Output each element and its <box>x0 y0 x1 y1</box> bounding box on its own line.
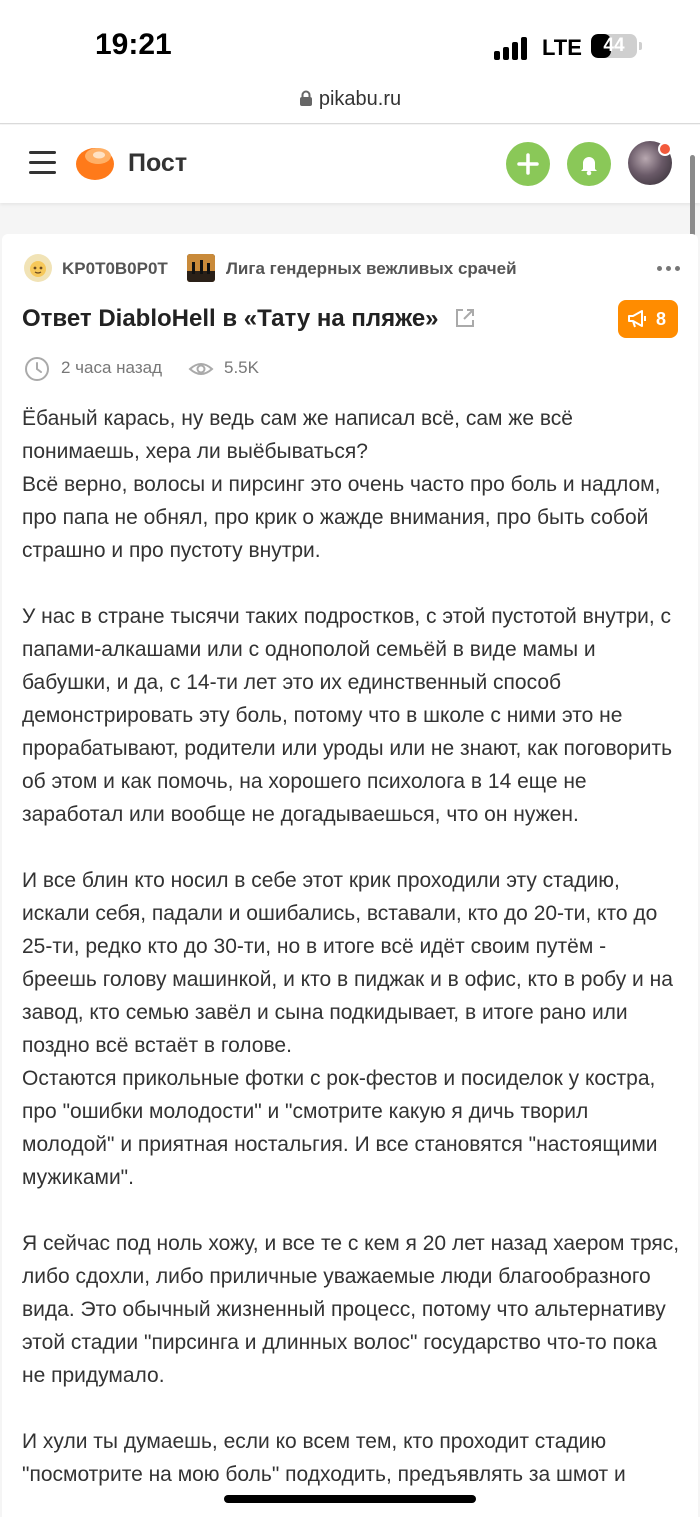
post-paragraph: И хули ты думаешь, если ко всем тем, кто проходит стадию "посмотрите на мою боль" подходить, предъявлять за шмот и <box>22 1430 626 1486</box>
url-text: pikabu.ru <box>318 88 402 110</box>
eye-icon <box>188 358 214 380</box>
home-indicator[interactable] <box>224 1495 476 1503</box>
battery-tip <box>639 42 642 50</box>
community-image <box>187 254 215 282</box>
community-name[interactable]: Лига гендерных вежливых срачей <box>226 259 517 278</box>
post-paragraph: Я сейчас под ноль хожу, и все те с кем я 20 лет назад хаером тряс, либо сдохли, либо приличные уважаемые люди благообразного вида. Это обычный жизненный процесс, потому что альтернативу этой стадии "пирсинга и длинных волос" государство что-то пока не придумало. <box>22 1232 680 1387</box>
notifications-button[interactable] <box>567 142 611 186</box>
more-options-icon[interactable] <box>657 266 681 272</box>
lock-icon <box>299 90 313 107</box>
bell-icon <box>567 142 611 186</box>
author-name[interactable]: KP0T0B0P0T <box>62 259 168 278</box>
post-card <box>2 234 698 1517</box>
post-paragraph: Всё верно, волосы и пирсинг это очень часто про боль и надлом, про папа не обнял, про крик о жажде внимания, про быть собой страшно и про пустоту внутри. <box>22 473 661 562</box>
menu-icon[interactable] <box>29 151 56 175</box>
clock-icon <box>24 356 50 382</box>
views-count: 5.5K <box>224 358 259 377</box>
notification-dot <box>658 142 672 156</box>
add-post-button[interactable] <box>506 142 550 186</box>
megaphone-icon <box>627 309 649 329</box>
logo-icon[interactable] <box>74 142 116 182</box>
battery-level: 44 <box>603 35 625 56</box>
rating-value: 8 <box>656 309 667 329</box>
post-paragraph: У нас в стране тысячи таких подростков, с этой пустотой внутри, с папами-алкашами или с однополой семьёй в виде мамы и бабушки, и да, с 14-ти лет это их единственный способ демонстрировать эту боль, потому что в школе с ними это не прорабатывают, родители или уроды или не знают, как поговорить об этом и как помочь, на хорошего психолога в 14 еще не заработал или вообще не догадываешься, что он нужен. <box>22 605 673 826</box>
post-paragraph: Остаются прикольные фотки с рок-фестов и посиделок у костра, про "ошибки молодости" и "смотрите какую я дичь творил молодой" и приятная ностальгия. И все становятся "настоящими мужиками". <box>22 1067 658 1189</box>
author-avatar-image <box>24 254 52 282</box>
plus-icon <box>506 142 550 186</box>
rating-badge[interactable] <box>618 300 678 338</box>
status-time: 19:21 <box>95 28 172 61</box>
post-title[interactable]: Ответ DiabloHell в «Тату на пляже» <box>22 305 439 332</box>
network-label: LTE <box>542 35 582 60</box>
signal-icon <box>494 36 530 60</box>
status-bar <box>0 0 700 80</box>
author-avatar[interactable] <box>24 254 52 282</box>
post-paragraph: Ёбаный карась, ну ведь сам же написал всё, сам же всё понимаешь, хера ли выёбываться? <box>22 407 573 463</box>
page-title: Пост <box>128 149 188 177</box>
post-time: 2 часа назад <box>61 358 162 377</box>
post-paragraph: И все блин кто носил в себе этот крик проходили эту стадию, искали себя, падали и ошибались, вставали, кто до 20-ти, кто до 25-ти, редко кто до 30-ти, но в итоге всё идёт своим путём - бреешь голову машинкой, и кто в пиджак и в офис, кто в робу и на завод, кто семью завёл и сына подкидывает, в итоге рано или поздно всё встаёт в голове. <box>22 869 673 1057</box>
post-body <box>22 402 682 1491</box>
site-header <box>0 125 700 203</box>
external-link-icon[interactable] <box>454 307 476 329</box>
browser-url-bar[interactable] <box>0 80 700 124</box>
battery-icon <box>591 34 637 58</box>
community-icon[interactable] <box>187 254 215 282</box>
